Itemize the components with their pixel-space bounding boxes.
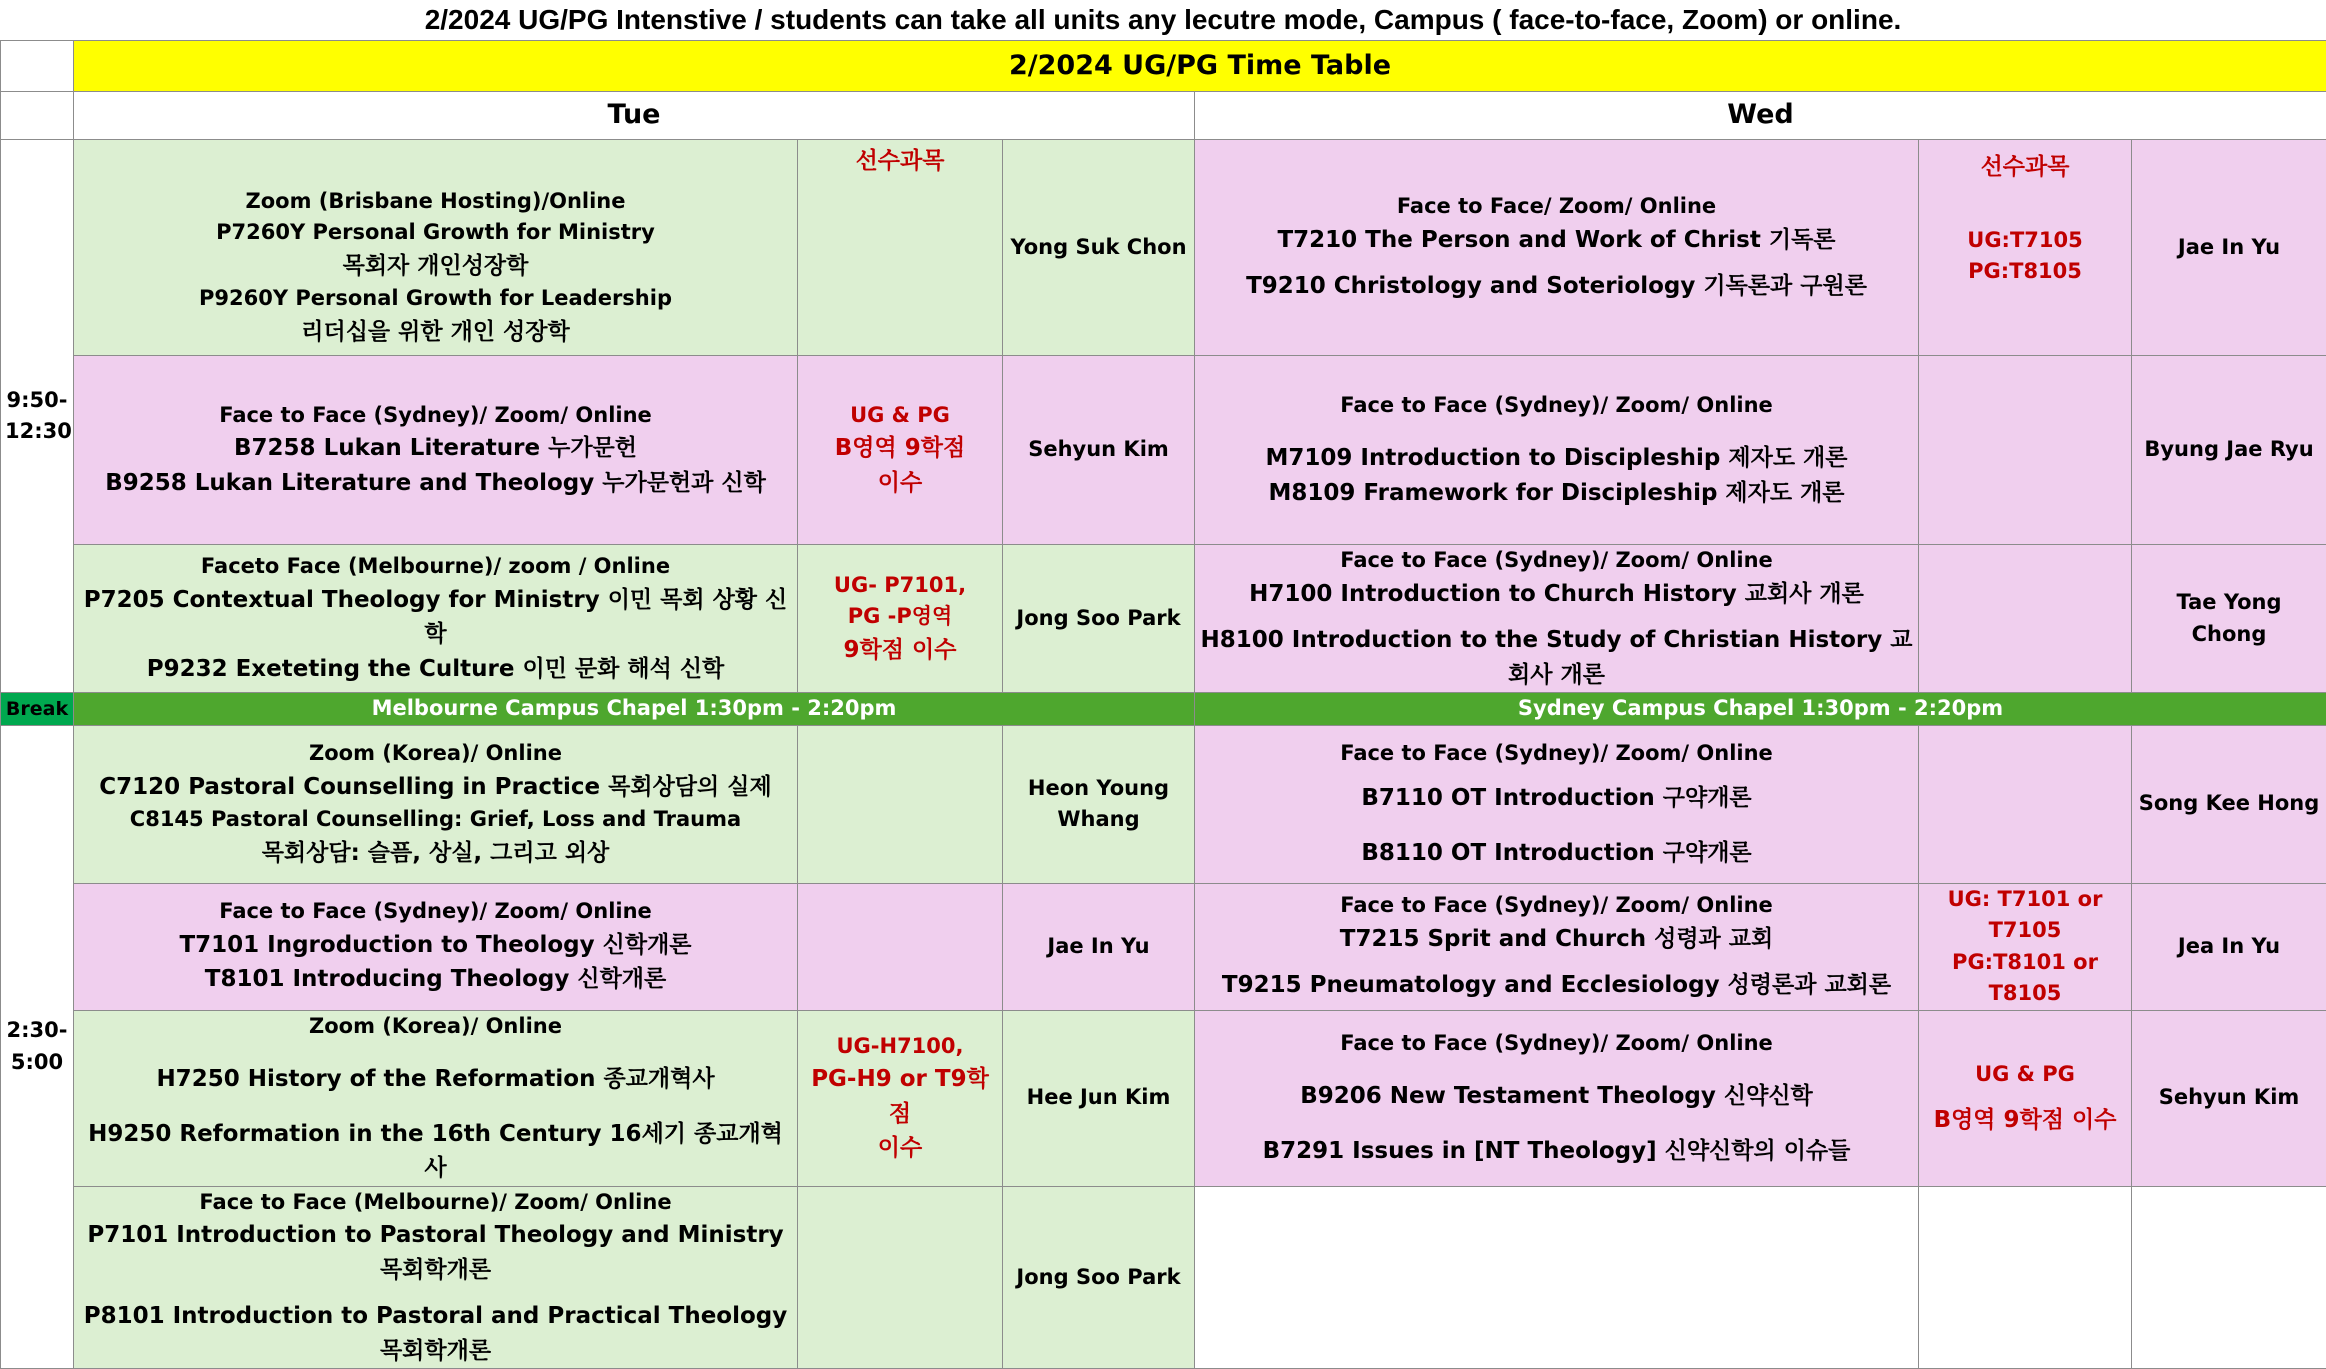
instructor-cell: Sehyun Kim bbox=[1003, 356, 1195, 545]
instructor-cell: Sehyun Kim bbox=[2132, 1010, 2326, 1186]
instructor-cell: Song Kee Hong bbox=[2132, 725, 2326, 883]
prereq-cell: UG & PG B영역 9학점 이수 bbox=[798, 356, 1003, 545]
prereq-cell: UG: T7101 or T7105 PG:T8101 or T8105 bbox=[1919, 883, 2132, 1010]
course-cell: Face to Face (Sydney)/ Zoom/ Online M7109 Introduction to Discipleship 제자도 개론 M8109 Framework for Discipleship 제자도 개론 bbox=[1195, 356, 1919, 545]
day-header-tue: Tue bbox=[74, 92, 1195, 140]
prereq-cell: UG- P7101, PG -P영역 9학점 이수 bbox=[798, 545, 1003, 693]
prereq-cell: 선수과목 bbox=[798, 140, 1003, 356]
prereq-cell bbox=[798, 883, 1003, 1010]
prereq-cell bbox=[1919, 545, 2132, 693]
prereq-cell bbox=[1919, 356, 2132, 545]
course-cell: Zoom (Korea)/ Online H7250 History of the Reformation 종교개혁사 H9250 Reformation in the 16th Century 16세기 종교개혁사 bbox=[74, 1010, 798, 1186]
instructor-cell: Jae In Yu bbox=[2132, 140, 2326, 356]
course-cell: Face to Face (Sydney)/ Zoom/ Online B9206 New Testament Theology 신약신학 B7291 Issues in [NT Theology] 신약신학의 이슈들 bbox=[1195, 1010, 1919, 1186]
instructor-cell: Jea In Yu bbox=[2132, 883, 2326, 1010]
course-cell: Face to Face (Sydney)/ Zoom/ Online H7100 Introduction to Church History 교회사 개론 H8100 Introduction to the Study of Christian History 교회사 개론 bbox=[1195, 545, 1919, 693]
course-cell: Face to Face (Sydney)/ Zoom/ Online T7215 Sprit and Church 성령과 교회 T9215 Pneumatology and Ecclesiology 성령론과 교회론 bbox=[1195, 883, 1919, 1010]
day-header-wed: Wed bbox=[1195, 92, 2326, 140]
instructor-cell: Jong Soo Park bbox=[1003, 545, 1195, 693]
corner-cell bbox=[1, 41, 74, 92]
course-cell: Zoom (Brisbane Hosting)/Online P7260Y Personal Growth for Ministry 목회자 개인성장학 P9260Y Personal Growth for Leadership 리더십을 위한 개인 성장학 bbox=[74, 140, 798, 356]
instructor-cell: Hee Jun Kim bbox=[1003, 1010, 1195, 1186]
prereq-cell bbox=[798, 1186, 1003, 1369]
table-title: 2/2024 UG/PG Time Table bbox=[74, 41, 2326, 92]
course-cell: Faceto Face (Melbourne)/ zoom / Online P7205 Contextual Theology for Ministry 이민 목회 상황 신학 P9232 Exeteting the Culture 이민 문화 해석 신학 bbox=[74, 545, 798, 693]
empty-cell bbox=[1919, 1186, 2132, 1369]
instructor-cell: Byung Jae Ryu bbox=[2132, 356, 2326, 545]
corner-cell bbox=[1, 92, 74, 140]
break-wed-chapel: Sydney Campus Chapel 1:30pm - 2:20pm bbox=[1195, 693, 2326, 726]
course-cell: Face to Face (Sydney)/ Zoom/ Online T7101 Ingroduction to Theology 신학개론 T8101 Introducing Theology 신학개론 bbox=[74, 883, 798, 1010]
page-title: 2/2024 UG/PG Intenstive / students can take all units any lecutre mode, Campus ( face-to-face, Zoom) or online. bbox=[0, 0, 2326, 40]
course-cell: Face to Face (Melbourne)/ Zoom/ Online P7101 Introduction to Pastoral Theology and Ministry 목회학개론 P8101 Introduction to Pastoral and Practical Theology 목회학개론 bbox=[74, 1186, 798, 1369]
prereq-cell: UG-H7100, PG-H9 or T9학점 이수 bbox=[798, 1010, 1003, 1186]
instructor-cell: Tae Yong Chong bbox=[2132, 545, 2326, 693]
instructor-cell: Heon Young Whang bbox=[1003, 725, 1195, 883]
break-tue-chapel: Melbourne Campus Chapel 1:30pm - 2:20pm bbox=[74, 693, 1195, 726]
instructor-cell: Jae In Yu bbox=[1003, 883, 1195, 1010]
instructor-cell: Jong Soo Park bbox=[1003, 1186, 1195, 1369]
course-cell: Zoom (Korea)/ Online C7120 Pastoral Counselling in Practice 목회상담의 실제 C8145 Pastoral Counselling: Grief, Loss and Trauma 목회상담: 슬픔, 상실, 그리고 외상 bbox=[74, 725, 798, 883]
course-cell: Face to Face (Sydney)/ Zoom/ Online B7110 OT Introduction 구약개론 B8110 OT Introduction 구약개론 bbox=[1195, 725, 1919, 883]
instructor-cell: Yong Suk Chon bbox=[1003, 140, 1195, 356]
prereq-cell: 선수과목 UG:T7105 PG:T8105 bbox=[1919, 140, 2132, 356]
prereq-cell: UG & PG B영역 9학점 이수 bbox=[1919, 1010, 2132, 1186]
course-cell: Face to Face/ Zoom/ Online T7210 The Person and Work of Christ 기독론 T9210 Christology and Soteriology 기독론과 구원론 bbox=[1195, 140, 1919, 356]
break-label: Break bbox=[1, 693, 74, 726]
course-cell: Face to Face (Sydney)/ Zoom/ Online B7258 Lukan Literature 누가문헌 B9258 Lukan Literature and Theology 누가문헌과 신학 bbox=[74, 356, 798, 545]
prereq-cell bbox=[1919, 725, 2132, 883]
time-slot-afternoon: 2:30- 5:00 bbox=[1, 725, 74, 1369]
time-slot-morning: 9:50- 12:30 bbox=[1, 140, 74, 693]
prereq-cell bbox=[798, 725, 1003, 883]
timetable bbox=[0, 40, 2326, 1369]
empty-cell bbox=[2132, 1186, 2326, 1369]
empty-cell bbox=[1195, 1186, 1919, 1369]
